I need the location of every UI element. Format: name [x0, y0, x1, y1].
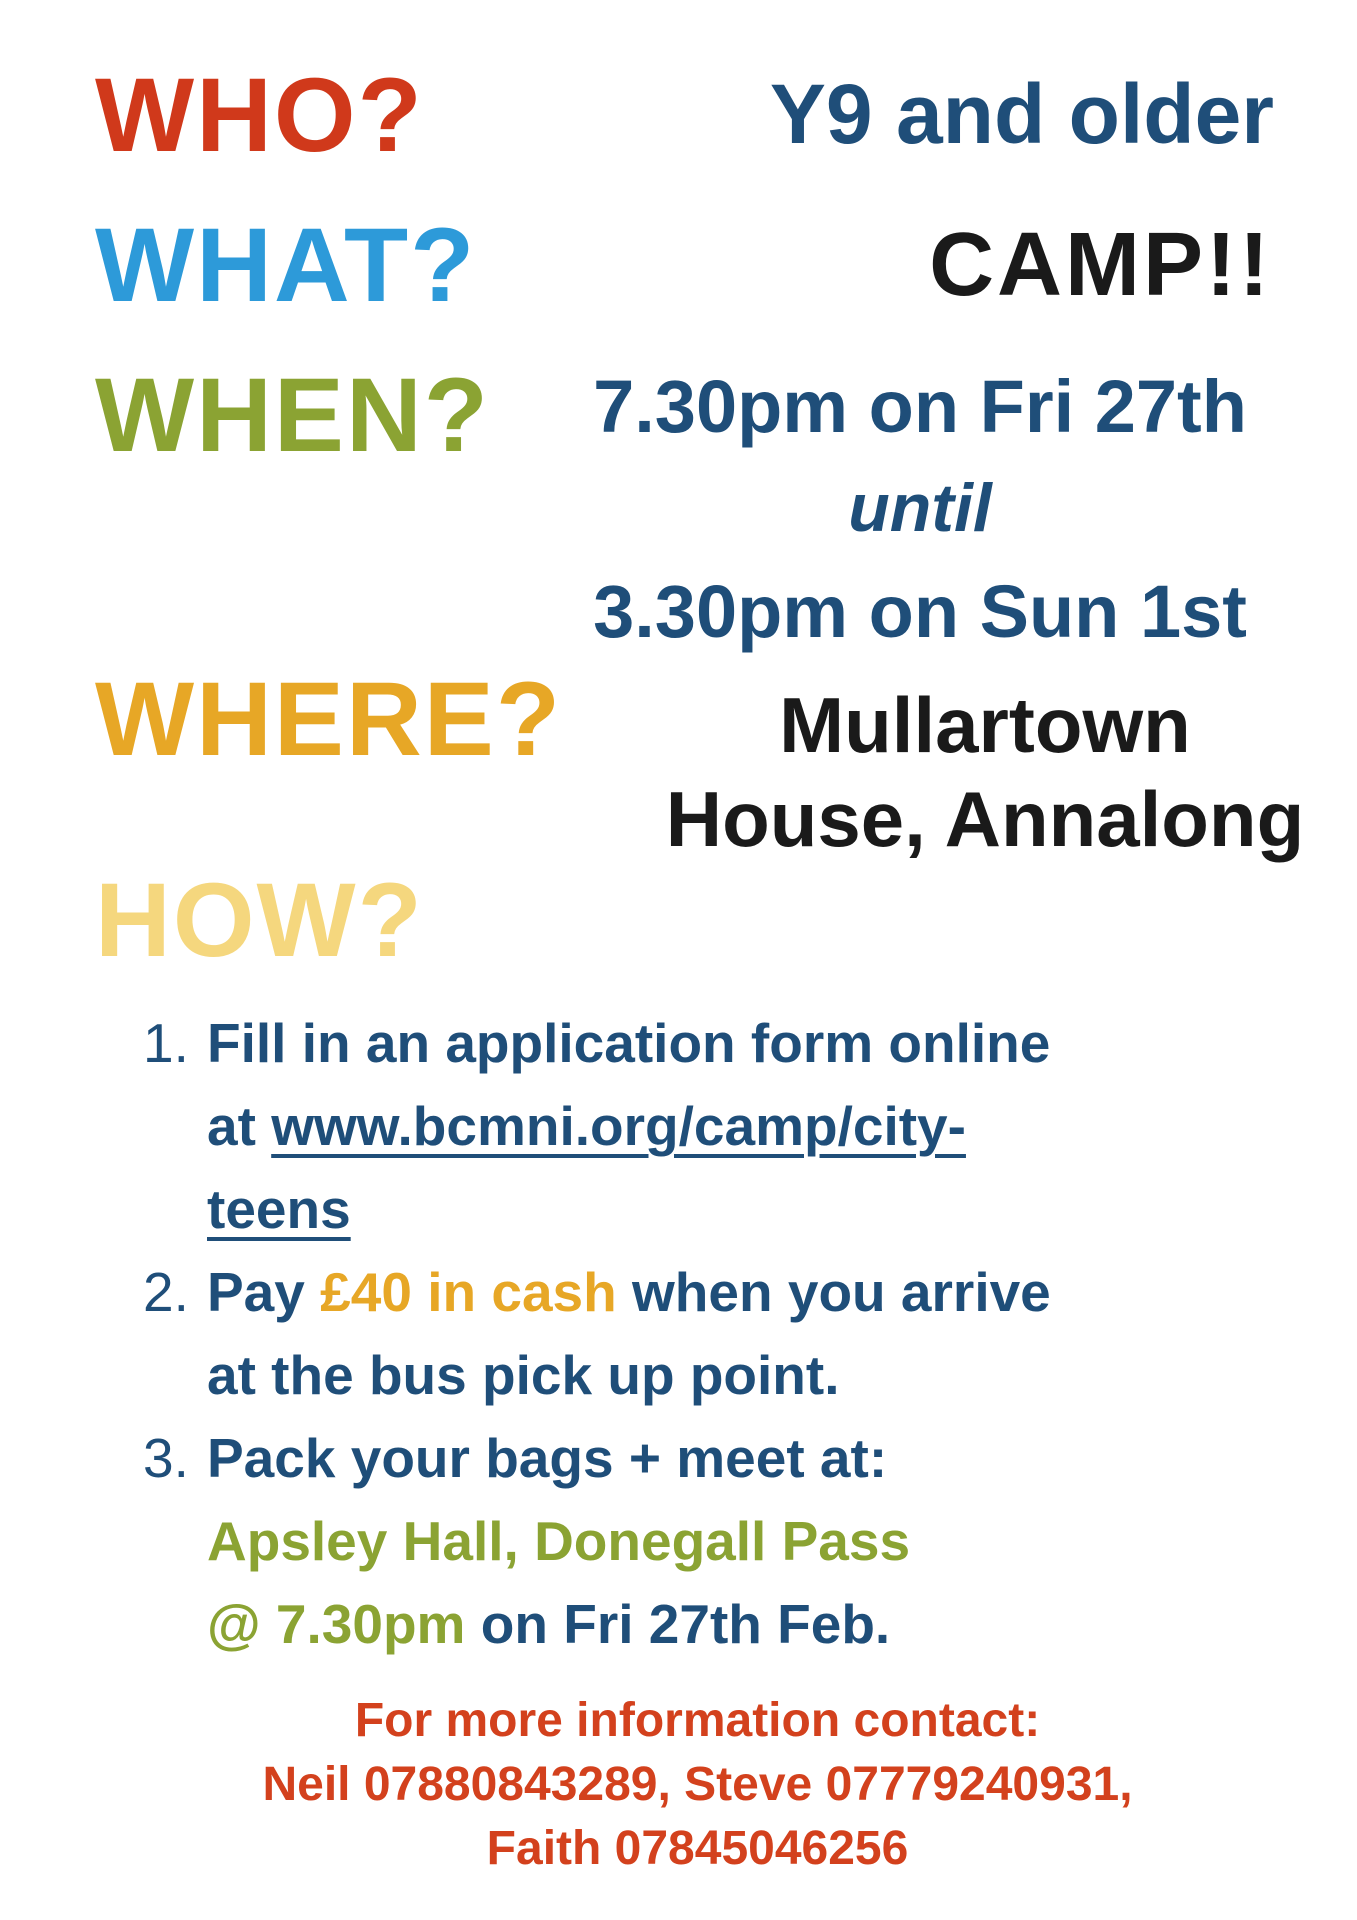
answer-when: [500, 364, 1340, 655]
step-1-number: 1.: [143, 1012, 189, 1074]
when-end-time: 3.30pm on Sun 1st: [593, 569, 1247, 653]
step-2-line-1: [207, 1251, 1303, 1334]
answer-who: Y9 and older: [769, 67, 1274, 161]
contact-block: [38, 1689, 1357, 1881]
when-until-word: until: [848, 469, 992, 546]
answer-where: [625, 679, 1345, 866]
where-venue-line2: House, Annalong: [665, 774, 1305, 863]
question-where: WHERE?: [95, 661, 562, 778]
step-1-line-2: [207, 1085, 1303, 1168]
question-what: WHAT?: [95, 207, 477, 324]
camp-url-link[interactable]: www.bcmni.org/camp/city-: [271, 1095, 966, 1157]
step-3-meeting-time: @ 7.30pm: [207, 1593, 466, 1655]
step-meeting-point: [143, 1417, 1303, 1666]
question-how: HOW?: [95, 862, 424, 979]
step-2-number: 2.: [143, 1261, 189, 1323]
camp-url-link-continued[interactable]: teens: [207, 1178, 351, 1240]
step-3-line-1: Pack your bags + meet at:: [207, 1427, 888, 1489]
step-2-line-2: at the bus pick up point.: [207, 1344, 840, 1406]
step-3-line-3: [207, 1583, 1303, 1666]
step-2-pay-word: Pay: [207, 1261, 321, 1323]
step-2-line-1-suffix: when you arrive: [616, 1261, 1051, 1323]
question-who: WHO?: [95, 57, 424, 174]
step-1-line-1: Fill in an application form online: [207, 1012, 1051, 1074]
contact-phones-line-2: Faith 07845046256: [486, 1822, 909, 1875]
where-venue-line1: Mullartown: [779, 681, 1191, 769]
answer-what: CAMP!!: [929, 215, 1272, 315]
step-3-meeting-venue: Apsley Hall, Donegall Pass: [207, 1510, 911, 1572]
step-payment: [143, 1251, 1303, 1417]
step-2-text: [207, 1251, 1303, 1417]
step-1-line-2-prefix: at: [207, 1095, 272, 1157]
step-1-line-3: [207, 1168, 1303, 1251]
step-application-form: [143, 1002, 1303, 1251]
how-steps-list: [143, 1002, 1303, 1666]
contact-heading: For more information contact:: [354, 1694, 1041, 1747]
step-3-number: 3.: [143, 1427, 189, 1489]
step-2-price-highlight: £40 in cash: [320, 1261, 617, 1323]
question-when: WHEN?: [95, 357, 490, 474]
step-1-text: [207, 1002, 1303, 1251]
contact-phones-line-1: Neil 07880843289, Steve 07779240931,: [262, 1758, 1133, 1811]
step-3-meeting-date: on Fri 27th Feb.: [465, 1593, 891, 1655]
step-3-text: [207, 1417, 1303, 1666]
when-start-time: 7.30pm on Fri 27th: [593, 365, 1247, 448]
